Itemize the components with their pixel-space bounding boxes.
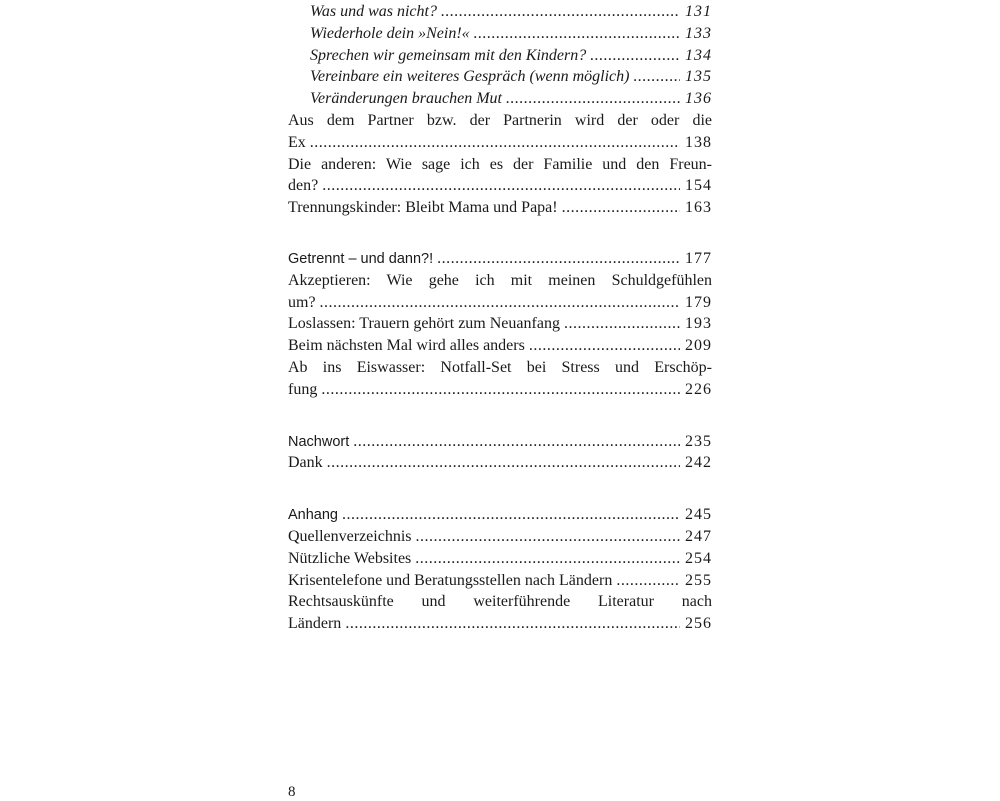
toc-entry-wrapped-line: Die anderen: Wie sage ich es der Familie und den Freun-	[288, 155, 712, 173]
toc-entry	[288, 548, 712, 570]
toc-entry	[288, 23, 712, 45]
toc-entry-title: Beim nächsten Mal wird alles anders	[288, 337, 525, 355]
toc-entry-page: 226	[685, 380, 712, 398]
dot-leader	[474, 23, 680, 45]
toc-entry	[288, 335, 712, 357]
page-number: 8	[288, 784, 296, 800]
dot-leader	[616, 570, 680, 592]
toc-entry-page: 247	[685, 527, 712, 545]
toc-entry-page: 154	[685, 177, 712, 195]
toc-entry-page: 242	[685, 454, 712, 472]
dot-leader	[327, 452, 680, 474]
toc-entry-title: Ländern	[288, 615, 342, 633]
toc-entry-title: um?	[288, 293, 316, 311]
dot-leader	[322, 175, 680, 197]
toc-entry	[288, 613, 712, 635]
dot-leader	[415, 548, 680, 570]
toc-entry	[288, 292, 712, 314]
toc-entry-page: 138	[685, 133, 712, 151]
toc-section-heading	[288, 248, 712, 270]
toc-entry	[288, 526, 712, 548]
toc-section-title: Nachwort	[288, 433, 350, 450]
toc-section-title: Getrennt – und dann?!	[288, 250, 434, 267]
toc-entry-title: Veränderungen brauchen Mut	[310, 90, 502, 108]
dot-leader	[320, 292, 680, 314]
toc-entry-page: 256	[685, 615, 712, 633]
toc-section-title: Anhang	[288, 507, 338, 524]
toc-entry-title: Dank	[288, 454, 323, 472]
dot-leader	[345, 613, 680, 635]
toc-entry-page: 133	[685, 24, 712, 42]
toc-entry-title: Trennungskinder: Bleibt Mama und Papa!	[288, 199, 558, 217]
toc-entry	[288, 197, 712, 219]
toc-entry-page: 254	[685, 549, 712, 567]
toc-entry-wrapped-line: Ab ins Eiswasser: Notfall-Set bei Stress und Erschöp-	[288, 358, 712, 376]
toc-entry-title: den?	[288, 177, 319, 195]
dot-leader	[310, 132, 680, 154]
toc-entry-page: 193	[685, 315, 712, 333]
toc-entry-title: Ex	[288, 133, 306, 151]
toc-entry-title: Quellenverzeichnis	[288, 527, 412, 545]
toc-entry	[288, 379, 712, 401]
dot-leader	[562, 197, 680, 219]
toc-entry-wrapped-line: Akzeptieren: Wie gehe ich mit meinen Schuldgefühlen	[288, 271, 712, 289]
toc-entry-page: 235	[685, 432, 712, 450]
toc-entry	[288, 570, 712, 592]
toc-entry-title: fung	[288, 380, 318, 398]
dot-leader	[529, 335, 680, 357]
dot-leader	[590, 45, 680, 67]
dot-leader	[321, 379, 680, 401]
dot-leader	[437, 248, 680, 270]
toc-entry-title: Krisentelefone und Beratungsstellen nach Ländern	[288, 571, 613, 589]
toc-entry-page: 163	[685, 199, 712, 217]
toc-entry-page: 255	[685, 571, 712, 589]
toc-entry	[288, 452, 712, 474]
dot-leader	[342, 504, 680, 526]
toc-entry-page: 179	[685, 293, 712, 311]
toc-entry-wrapped-line: Rechtsauskünfte und weiterführende Literatur nach	[288, 593, 712, 611]
dot-leader	[416, 526, 681, 548]
toc-entry-page: 245	[685, 506, 712, 524]
dot-leader	[353, 431, 680, 453]
toc-entry	[288, 45, 712, 67]
dot-leader	[441, 1, 680, 23]
toc-entry-page: 209	[685, 337, 712, 355]
toc-entry-title: Loslassen: Trauern gehört zum Neuanfang	[288, 315, 560, 333]
toc-entry	[288, 1, 712, 23]
toc-entry-page: 135	[685, 68, 712, 86]
toc-entry	[288, 313, 712, 335]
table-of-contents	[288, 1, 712, 635]
toc-entry-page: 136	[685, 90, 712, 108]
toc-entry-title: Nützliche Websites	[288, 549, 412, 567]
toc-entry-page: 134	[685, 46, 712, 64]
toc-entry	[288, 66, 712, 88]
toc-entry-title: Was und was nicht?	[310, 3, 437, 20]
toc-entry-wrapped-line: Aus dem Partner bzw. der Partnerin wird der oder die	[288, 111, 712, 129]
dot-leader	[506, 88, 680, 110]
toc-entry-title: Vereinbare ein weiteres Gespräch (wenn möglich)	[310, 68, 630, 86]
dot-leader	[564, 313, 680, 335]
toc-section-heading	[288, 504, 712, 526]
toc-entry-page: 131	[685, 3, 712, 20]
toc-entry-title: Wiederhole dein »Nein!«	[310, 24, 470, 42]
toc-section-heading	[288, 431, 712, 453]
toc-entry-title: Sprechen wir gemeinsam mit den Kindern?	[310, 46, 587, 64]
toc-entry-page: 177	[685, 249, 712, 267]
toc-entry	[288, 132, 712, 154]
toc-entry	[288, 88, 712, 110]
toc-entry	[288, 175, 712, 197]
dot-leader	[633, 66, 680, 88]
